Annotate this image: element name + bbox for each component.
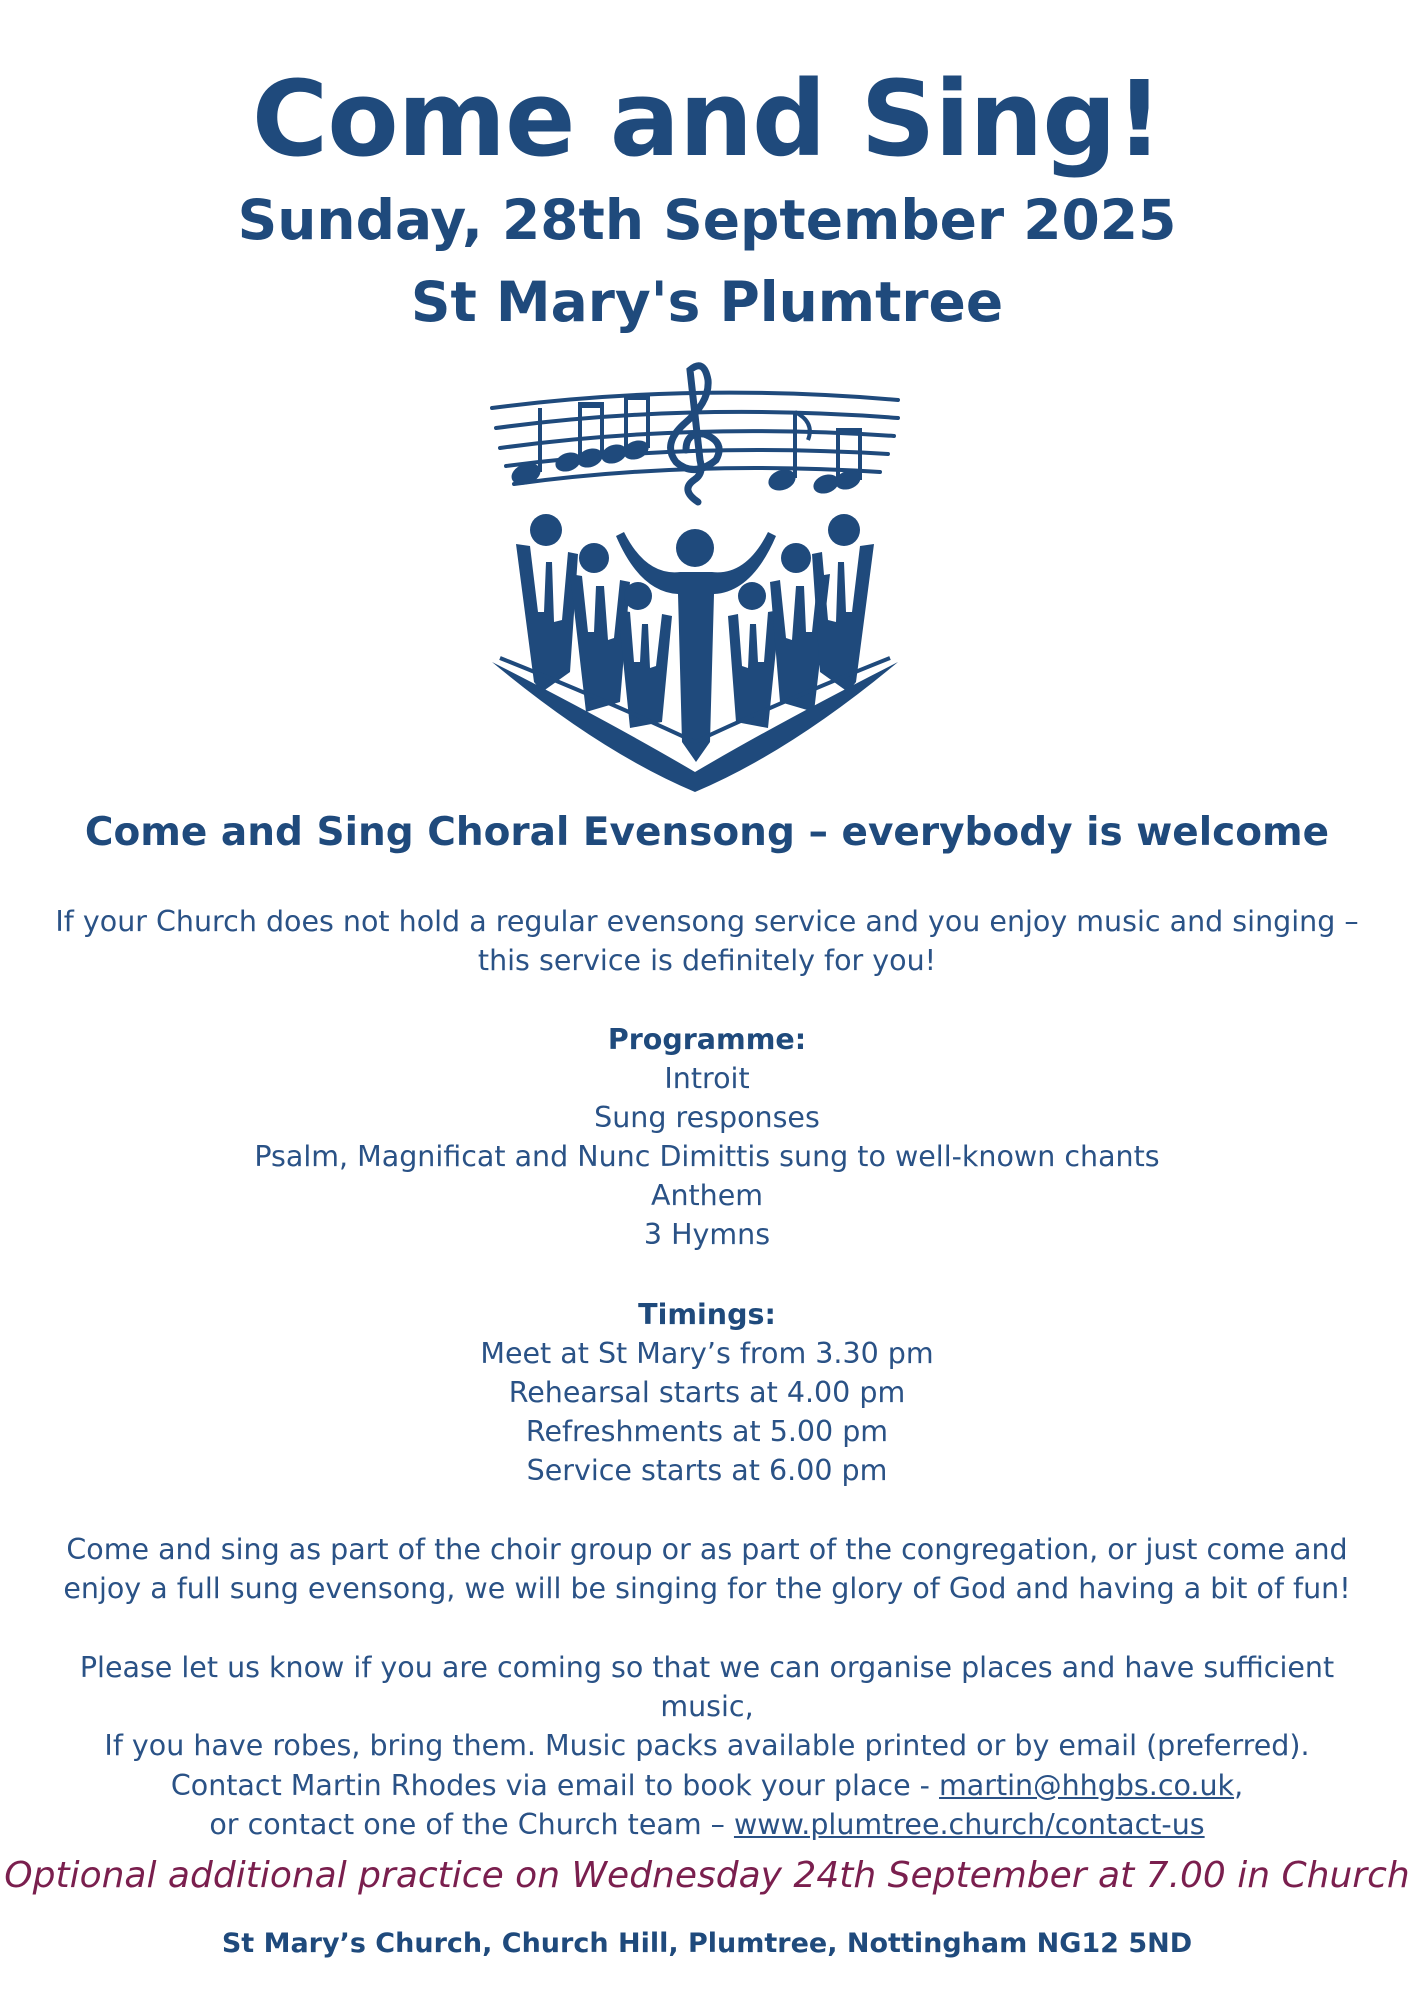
tagline: Come and Sing Choral Evensong – everybody is welcome xyxy=(84,810,1330,855)
event-date: Sunday, 28th September 2025 xyxy=(237,188,1177,252)
contact-prefix: or contact one of the Church team – xyxy=(209,1808,734,1841)
programme-item: Sung responses xyxy=(594,1101,820,1134)
contact-line-email xyxy=(40,1766,1374,1805)
contact-line-website xyxy=(40,1805,1374,1844)
choir-paragraph xyxy=(40,1530,1374,1608)
timing-item: Meet at St Mary’s from 3.30 pm xyxy=(480,1337,934,1370)
choir-singers-music-staff-icon xyxy=(490,362,900,792)
paragraph-line: Please let us know if you are coming so that we can organise places and have sufficient music, xyxy=(79,1651,1335,1723)
programme-heading: Programme: xyxy=(607,1023,807,1056)
intro-line: If your Church does not hold a regular evensong service and you enjoy music and singing – xyxy=(55,905,1359,938)
programme-item: 3 Hymns xyxy=(643,1218,771,1251)
contact-section xyxy=(40,1766,1374,1844)
programme-section xyxy=(40,1020,1374,1254)
intro-paragraph xyxy=(40,902,1374,980)
optional-practice-note: Optional additional practice on Wednesday 24th September at 7.00 in Church xyxy=(4,1855,1410,1896)
booking-paragraph xyxy=(40,1648,1374,1765)
timing-item: Rehearsal starts at 4.00 pm xyxy=(508,1376,906,1409)
contact-suffix: , xyxy=(1234,1769,1244,1802)
email-link[interactable]: martin@hhgbs.co.uk xyxy=(939,1769,1235,1802)
timing-item: Service starts at 6.00 pm xyxy=(526,1454,888,1487)
programme-item: Anthem xyxy=(650,1179,764,1212)
paragraph-line: enjoy a full sung evensong, we will be singing for the glory of God and having a bit of fun! xyxy=(63,1572,1351,1605)
intro-line: this service is definitely for you! xyxy=(477,944,937,977)
timings-section xyxy=(40,1295,1374,1490)
programme-item: Introit xyxy=(664,1062,750,1095)
event-venue: St Mary's Plumtree xyxy=(410,270,1004,334)
timings-heading: Timings: xyxy=(638,1298,776,1331)
contact-prefix: Contact Martin Rhodes via email to book your place - xyxy=(170,1769,940,1802)
paragraph-line: If you have robes, bring them. Music packs available printed or by email (preferred). xyxy=(104,1729,1310,1762)
paragraph-line: Come and sing as part of the choir group or as part of the congregation, or just come and xyxy=(66,1533,1348,1566)
timing-item: Refreshments at 5.00 pm xyxy=(525,1415,889,1448)
website-link[interactable]: www.plumtree.church/contact-us xyxy=(733,1808,1205,1841)
page-title: Come and Sing! xyxy=(251,58,1163,180)
church-address: St Mary’s Church, Church Hill, Plumtree, Nottingham NG12 5ND xyxy=(221,1928,1193,1959)
programme-item: Psalm, Magnificat and Nunc Dimittis sung to well-known chants xyxy=(254,1140,1160,1173)
